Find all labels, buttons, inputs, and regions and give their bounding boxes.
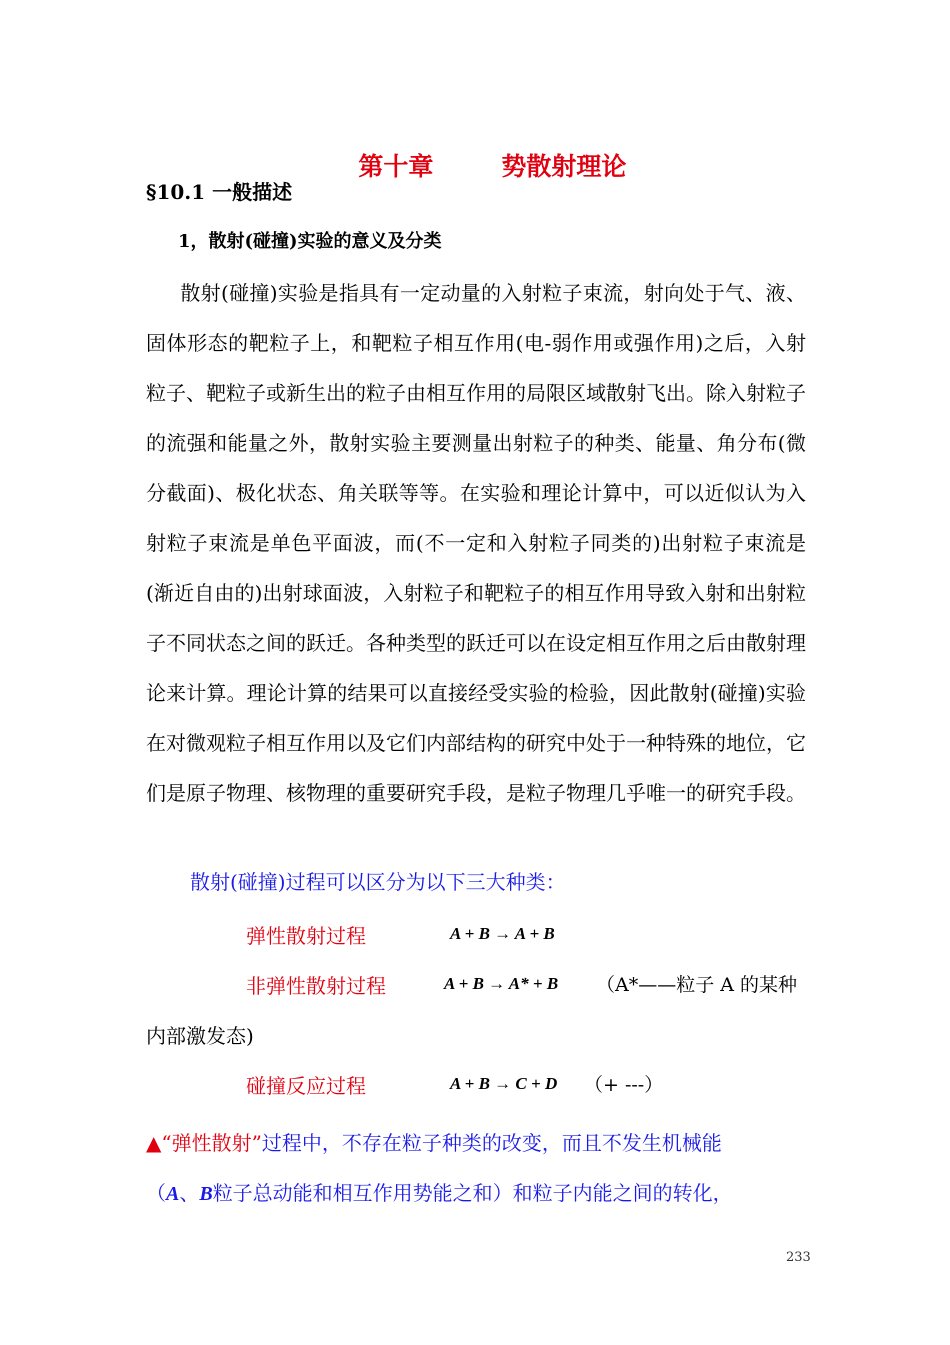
particle-b: B (199, 1183, 213, 1205)
triangle-marker-icon: ▲ (146, 1131, 162, 1155)
paragraph-content: 散射(碰撞)实验是指具有一定动量的入射粒子束流，射向处于气、液、固体形态的靶粒子上，和靶粒子相互作用(电-弱作用或强作用)之后，入射粒子、靶粒子或新生出的粒子由相互作用的局限区域散射飞出。除入射粒子的流强和能量之外，散射实验主要测量出射粒子的种类、能量、角分布(微分截面)、极化状态、角关联等等。在实验和理论计算中，可以近似认为入射粒子束流是单色平面波，而(不一定和入射粒子同类的)出射粒子束流是(渐近自由的)出射球面波，入射粒子和靶粒子的相互作用导致入射和出射粒子不同状态之间的跃迁。各种类型的跃迁可以在设定相互作用之后由散射理论来计算。理论计算的结果可以直接经受实验的检验，因此散射(碰撞)实验在对微观粒子相互作用以及它们内部结构的研究中处于一种特殊的地位，它们是原子物理、核物理的重要研究手段，是粒子物理几乎唯一的研究手段。 (146, 281, 806, 805)
process-formula: A + B → A* + B (444, 974, 559, 993)
process-row-inelastic (0, 970, 950, 1010)
process-row-elastic (0, 920, 950, 960)
process-formula: A + B → C + D (450, 1074, 558, 1093)
process-name: 碰撞反应过程 (246, 1074, 366, 1098)
classification-intro: 散射(碰撞)过程可以区分为以下三大种类： (190, 870, 566, 894)
chapter-number: 第十章 (358, 152, 434, 181)
process-note: （+ ---） (584, 1074, 664, 1096)
intro-paragraph (146, 268, 806, 818)
elastic-scattering-note (146, 1118, 808, 1219)
process-row-reaction (0, 1070, 950, 1110)
chapter-name: 势散射理论 (501, 152, 627, 181)
process-name: 弹性散射过程 (246, 924, 366, 948)
note-paren-open: （ (146, 1181, 166, 1205)
page-number: 233 (786, 1250, 811, 1265)
quoted-term: “弹性散射” (161, 1131, 262, 1155)
chapter-title (0, 118, 950, 212)
process-note: （A*——粒子 A 的某种 (596, 974, 798, 996)
section-heading: §10.1 一般描述 (146, 180, 293, 204)
process-note-continued: 内部激发态) (146, 1024, 254, 1048)
paragraph-text (146, 268, 806, 818)
subsection-heading: 1，散射(碰撞)实验的意义及分类 (178, 231, 442, 252)
note-sep: 、 (179, 1181, 200, 1205)
note-text-2: 粒子总动能和相互作用势能之和）和粒子内能之间的转化， (212, 1181, 733, 1205)
note-text-1: 过程中，不存在粒子种类的改变，而且不发生机械能 (261, 1131, 722, 1155)
process-name: 非弹性散射过程 (246, 974, 386, 998)
particle-a: A (166, 1183, 180, 1205)
process-formula: A + B → A + B (450, 924, 555, 943)
